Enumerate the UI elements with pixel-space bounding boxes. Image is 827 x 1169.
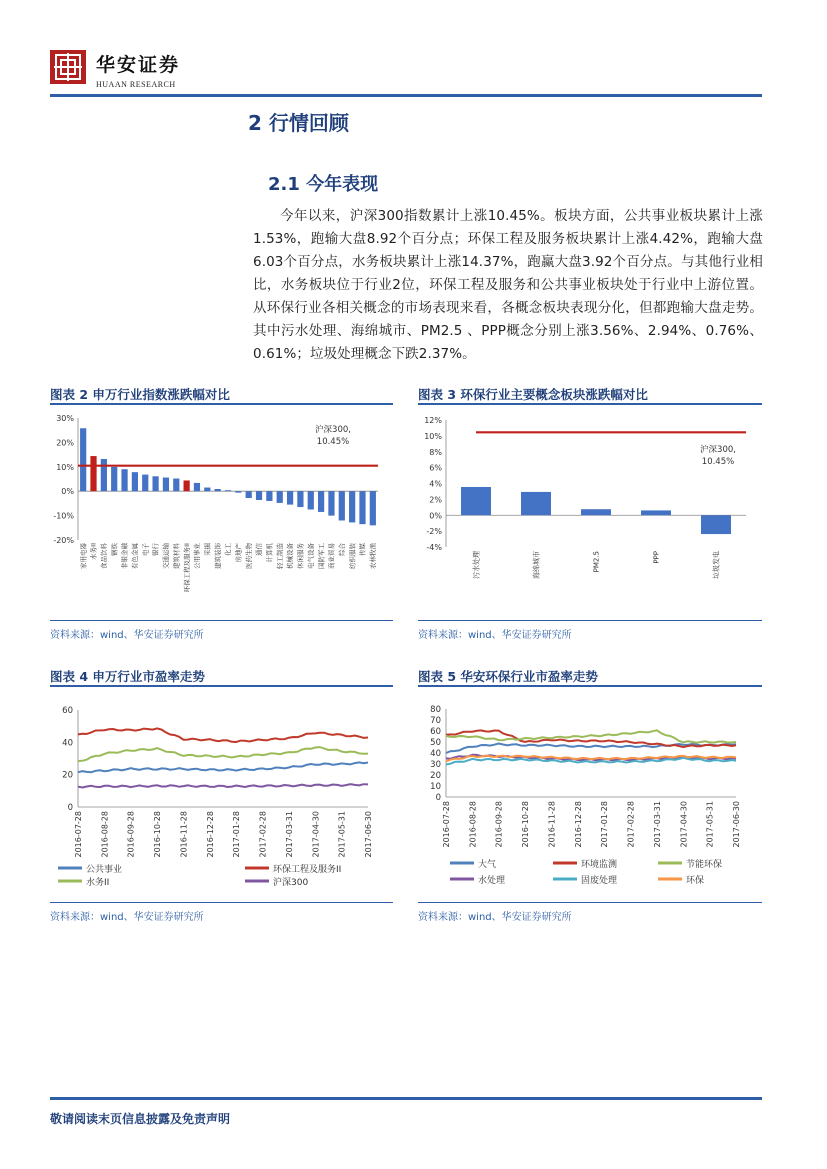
brand-name-en: HUAAN RESEARCH: [96, 80, 176, 89]
x-tick-label: 有色金属: [131, 543, 140, 569]
reference-value: 10.45%: [701, 457, 735, 467]
bar: [225, 490, 231, 491]
footer-disclaimer: 敬请阅读末页信息披露及免责声明: [50, 1112, 231, 1126]
y-tick-label: 10%: [56, 462, 74, 472]
y-tick-label: 0: [435, 793, 441, 803]
legend-label: 环保: [686, 876, 705, 886]
x-tick-label: 银行: [151, 543, 160, 556]
bar: [641, 510, 671, 515]
x-tick-label: 纺织服装: [348, 543, 357, 569]
fig3-source: 资料来源：wind、华安证券研究所: [418, 630, 572, 641]
x-tick-label: 2016-11-28: [179, 811, 189, 858]
x-tick-label: 2017-06-30: [732, 801, 741, 848]
y-tick-label: 12%: [424, 416, 442, 425]
x-tick-label: 2017-05-31: [337, 811, 347, 858]
x-tick-label: 传媒: [358, 543, 367, 556]
y-tick-label: 2%: [429, 495, 442, 505]
series-line: [78, 728, 368, 742]
fig3-title-rule: [418, 403, 762, 405]
x-tick-label: 污水处理: [472, 551, 481, 579]
x-tick-label: 2016-12-28: [205, 811, 215, 858]
x-tick-label: 建筑装饰: [213, 543, 222, 569]
x-tick-label: 2017-02-28: [258, 811, 268, 858]
fig2-source: 资料来源：wind、华安证券研究所: [50, 630, 204, 641]
bar: [701, 515, 731, 534]
fig4-bottom-rule: [50, 902, 393, 903]
y-tick-label: 60: [62, 706, 73, 716]
bar: [581, 509, 611, 515]
y-tick-label: 8%: [429, 447, 442, 457]
y-tick-label: 10: [430, 782, 441, 792]
x-tick-label: 计算机: [265, 543, 274, 563]
bar: [163, 478, 169, 492]
bar: [349, 491, 355, 522]
x-tick-label: 2017-04-30: [679, 801, 689, 848]
fig4-title-rule: [50, 685, 393, 687]
bar: [277, 491, 283, 503]
legend-label: 节能环保: [686, 860, 723, 870]
bar: [152, 476, 158, 491]
y-tick-label: 0%: [61, 487, 74, 497]
x-tick-label: 2017-03-31: [652, 801, 662, 848]
x-tick-label: 家用电器: [79, 543, 88, 569]
x-tick-label: 2017-01-28: [600, 801, 610, 848]
bar: [256, 491, 262, 500]
fig5-source: 资料来源：wind、华安证券研究所: [418, 912, 572, 923]
x-tick-label: 2016-10-28: [153, 811, 163, 858]
bar: [215, 489, 221, 491]
x-tick-label: 化工: [224, 543, 233, 556]
x-tick-label: 2017-03-31: [284, 811, 294, 858]
x-tick-label: 非银金融: [120, 543, 129, 569]
x-tick-label: 综合: [337, 543, 346, 556]
series-line: [78, 784, 368, 787]
legend-label: 水处理: [478, 876, 506, 886]
x-tick-label: 公用事业: [193, 543, 202, 569]
bar: [101, 459, 107, 491]
x-tick-label: 电气设备: [306, 543, 315, 569]
x-tick-label: 2016-11-28: [547, 801, 557, 848]
x-tick-label: 2017-01-28: [232, 811, 242, 858]
y-tick-label: 20%: [56, 438, 74, 448]
x-tick-label: 电子: [141, 543, 150, 556]
x-tick-label: 2016-09-28: [494, 801, 504, 848]
x-tick-label: 机械设备: [286, 543, 295, 569]
x-tick-label: 垃圾发电: [712, 551, 721, 579]
brand-name: 华安证券: [96, 54, 181, 76]
bar: [80, 428, 86, 491]
footer-divider: [50, 1097, 762, 1100]
y-tick-label: 10%: [424, 431, 442, 441]
bar: [142, 475, 148, 492]
bar: [111, 467, 117, 491]
x-tick-label: 2016-07-28: [442, 801, 451, 848]
bar: [132, 472, 138, 491]
bar: [521, 492, 551, 515]
x-tick-label: 医药生物: [244, 543, 253, 569]
header-divider: [50, 94, 762, 97]
series-line: [78, 747, 368, 761]
fig5-chart: [418, 695, 762, 895]
x-tick-label: 2017-02-28: [626, 801, 636, 848]
y-tick-label: 20: [430, 771, 441, 781]
bar: [194, 483, 200, 491]
x-tick-label: 国防军工: [317, 543, 326, 569]
x-tick-label: 采掘: [203, 543, 212, 556]
legend-label: 公共事业: [86, 865, 123, 875]
y-tick-label: 40: [430, 749, 441, 759]
bar: [204, 488, 210, 492]
x-tick-label: 商业贸易: [327, 543, 336, 569]
bar: [173, 479, 179, 492]
y-tick-label: 30%: [56, 414, 74, 423]
fig4-chart: [50, 695, 393, 895]
x-tick-label: 2017-04-30: [311, 811, 321, 858]
fig4-title: 图表 4 申万行业市盈率走势: [50, 669, 205, 684]
x-tick-label: 交通运输: [162, 543, 171, 569]
logo: [50, 50, 86, 84]
fig4-source: 资料来源：wind、华安证券研究所: [50, 912, 204, 923]
bar: [328, 491, 334, 515]
y-tick-label: -2%: [426, 527, 442, 537]
reference-label: 沪深300,: [315, 425, 351, 435]
y-tick-label: 60: [430, 727, 441, 737]
fig2-bottom-rule: [50, 620, 393, 621]
x-tick-label: 房地产: [234, 543, 243, 563]
legend-label: 固废处理: [581, 876, 618, 886]
bar: [359, 491, 365, 524]
y-tick-label: 30: [430, 760, 441, 770]
bar: [370, 491, 376, 525]
paragraph-text: 今年以来，沪深300指数累计上涨10.45%。板块方面，公共事业板块累计上涨1.53%，跑输大盘8.92个百分点；环保工程及服务板块累计上涨4.42%，跑输大盘6.03个百分点，水务板块累计上涨14.37%，跑赢大盘3.92个百分点。与其他行业相比，水务板块位于行业2位，环保工程及服务和公共事业板块处于行业中上游位置。从环保行业各相关概念的市场表现来看，各概念板块表现分化，但都跑输大盘走势。其中污水处理、海绵城市、PM2.5 、PPP概念分别上涨3.56%、2.94%、0.76%、0.61%；垃圾处理概念下跌2.37%。: [253, 208, 763, 362]
x-tick-label: 轻工制造: [275, 543, 284, 569]
x-tick-label: 水务II: [89, 543, 98, 560]
y-tick-label: 40: [62, 738, 73, 749]
fig2-title-rule: [50, 403, 393, 405]
y-tick-label: 0: [67, 803, 73, 813]
y-tick-label: 4%: [429, 479, 442, 489]
legend-label: 沪深300: [273, 878, 309, 888]
bar: [339, 491, 345, 520]
legend-label: 大气: [478, 860, 497, 870]
x-tick-label: PM2.5: [592, 551, 601, 573]
x-tick-label: 通信: [255, 543, 264, 556]
x-tick-label: 2016-12-28: [573, 801, 583, 848]
x-tick-label: PPP: [652, 551, 661, 564]
x-tick-label: 建筑材料: [172, 543, 181, 569]
y-tick-label: 70: [430, 716, 441, 726]
x-tick-label: 海绵城市: [532, 551, 541, 579]
y-tick-label: -20%: [53, 536, 74, 545]
bar: [297, 491, 303, 507]
x-tick-label: 钢铁: [110, 543, 119, 556]
fig2-title: 图表 2 申万行业指数涨跌幅对比: [50, 387, 230, 402]
y-tick-label: 50: [430, 738, 441, 748]
x-tick-label: 2016-07-28: [74, 811, 83, 858]
bar: [246, 491, 252, 498]
fig5-title-rule: [418, 685, 762, 687]
series-line: [78, 762, 368, 772]
fig2-chart: [50, 410, 393, 610]
x-tick-label: 食品饮料: [100, 543, 109, 569]
fig3-chart: [418, 410, 762, 610]
bar: [461, 487, 491, 515]
body-paragraph: [253, 205, 763, 366]
reference-value: 10.45%: [316, 437, 350, 447]
x-tick-label: 2017-05-31: [705, 801, 715, 848]
bar: [184, 480, 190, 491]
x-tick-label: 2016-09-28: [126, 811, 136, 858]
bar: [90, 456, 96, 491]
subsection-heading: 2.1 今年表现: [268, 174, 379, 195]
x-tick-label: 环保工程及服务II: [182, 543, 191, 593]
y-tick-label: 6%: [429, 463, 442, 473]
fig3-title: 图表 3 环保行业主要概念板块涨跌幅对比: [418, 387, 648, 402]
y-tick-label: -4%: [426, 543, 442, 552]
fig3-bottom-rule: [418, 620, 762, 621]
bar: [287, 491, 293, 504]
fig5-title: 图表 5 华安环保行业市盈率走势: [418, 669, 598, 684]
bar: [121, 469, 127, 491]
y-tick-label: 20: [62, 770, 73, 781]
legend-label: 水务II: [86, 878, 110, 888]
x-tick-label: 2016-08-28: [100, 811, 110, 858]
x-tick-label: 休闲服务: [296, 543, 305, 569]
x-tick-label: 农林牧渔: [368, 543, 377, 569]
legend-label: 环境监测: [581, 860, 618, 870]
y-tick-label: 80: [430, 705, 441, 715]
reference-label: 沪深300,: [700, 445, 736, 455]
bar: [308, 491, 314, 509]
y-tick-label: -10%: [53, 511, 74, 521]
fig5-bottom-rule: [418, 902, 762, 903]
section-heading: 2 行情回顾: [248, 111, 349, 135]
bar: [266, 491, 272, 501]
x-tick-label: 2017-06-30: [364, 811, 373, 858]
legend-label: 环保工程及服务II: [273, 865, 342, 875]
bar: [235, 491, 241, 492]
x-tick-label: 2016-10-28: [521, 801, 531, 848]
y-tick-label: 0%: [429, 511, 442, 521]
x-tick-label: 2016-08-28: [468, 801, 478, 848]
bar: [318, 491, 324, 512]
